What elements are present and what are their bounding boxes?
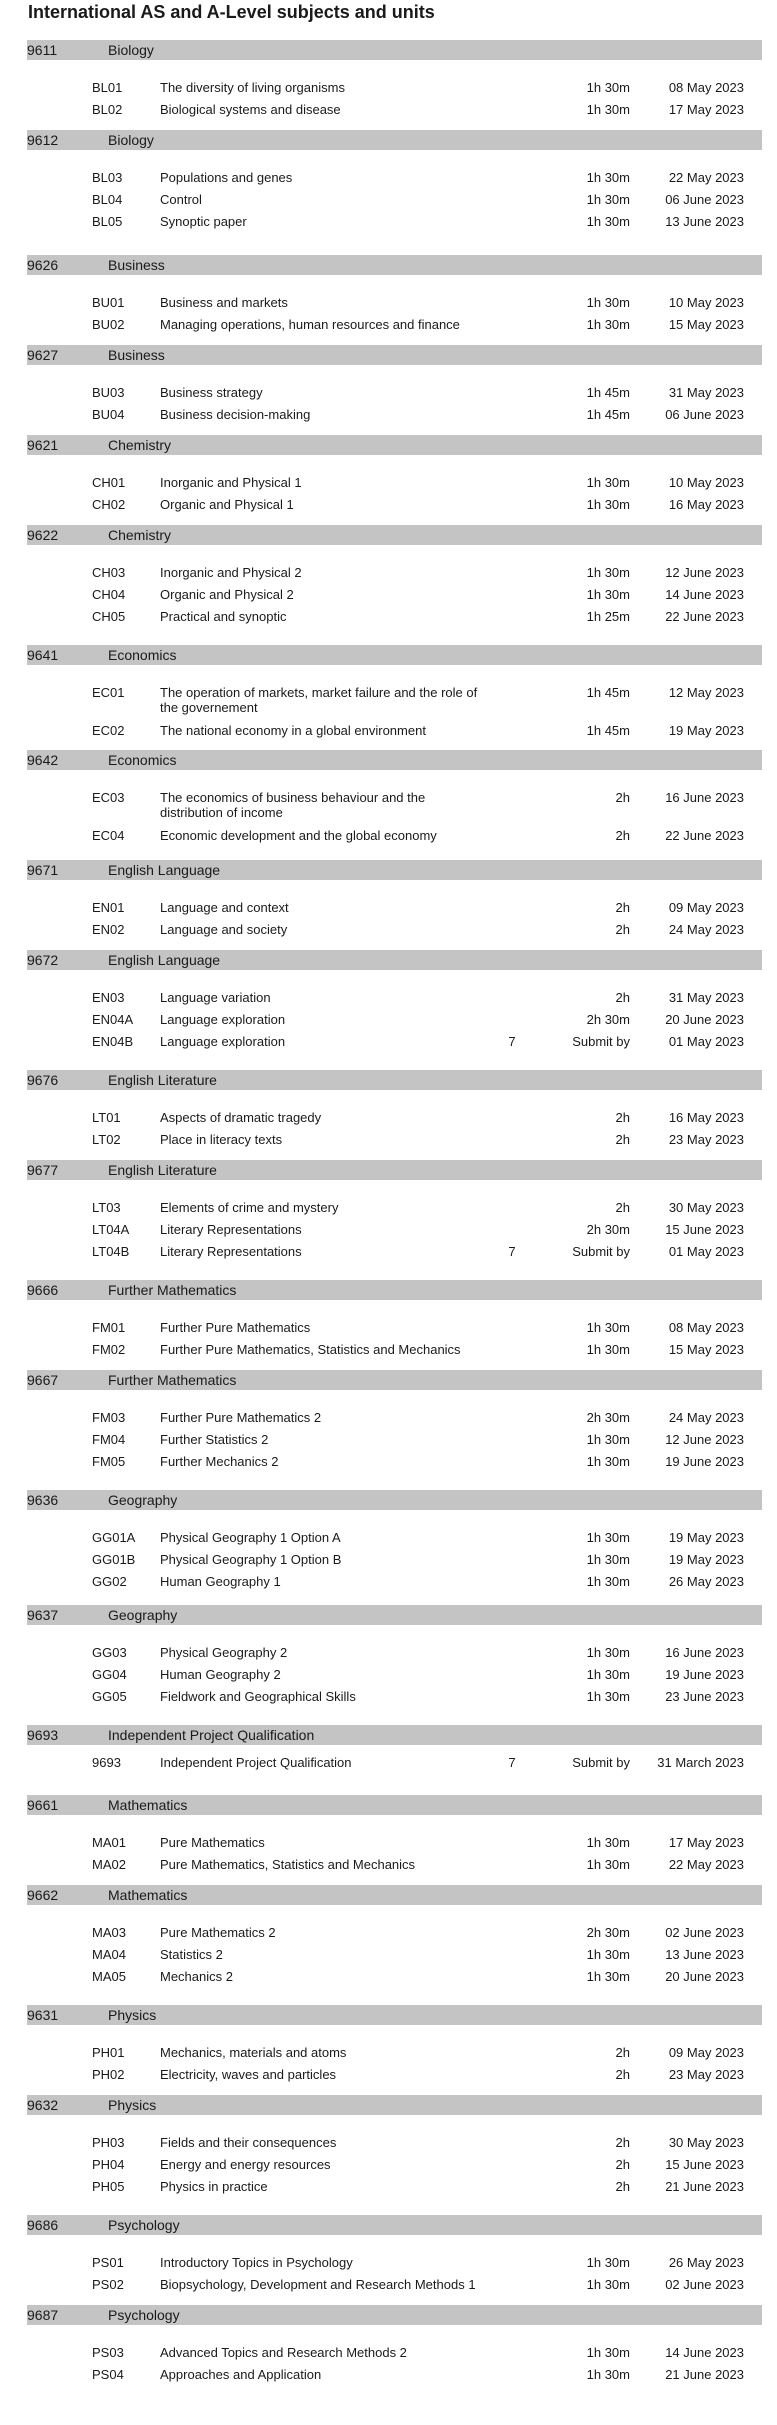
unit-duration: 1h 30m (586, 214, 630, 229)
unit-date: 20 June 2023 (665, 1969, 744, 1984)
unit-title: Literary Representations (160, 1244, 302, 1259)
unit-code: GG03 (92, 1645, 127, 1660)
unit-date: 06 June 2023 (665, 407, 744, 422)
subject-name: Chemistry (108, 437, 172, 453)
unit-date: 15 June 2023 (665, 1222, 744, 1237)
unit-code: FM02 (92, 1342, 126, 1357)
subject-code: 9611 (27, 42, 58, 58)
subject-name: Independent Project Qualification (108, 1727, 315, 1743)
unit-duration: 1h 30m (586, 2367, 630, 2382)
unit-duration: 2h (615, 2179, 630, 2194)
subject-code: 9621 (27, 437, 59, 453)
unit-code: PS04 (92, 2367, 124, 2382)
unit-code: LT04A (92, 1222, 130, 1237)
unit-duration: 1h 30m (586, 1667, 630, 1682)
unit-code: GG05 (92, 1689, 127, 1704)
unit-date: 31 May 2023 (668, 990, 744, 1005)
subject-header (27, 750, 762, 770)
subject-name: Geography (108, 1607, 178, 1623)
unit-date: 22 June 2023 (665, 609, 744, 624)
unit-date: 08 May 2023 (668, 80, 744, 95)
subject-header (27, 435, 762, 455)
unit-duration: Submit by (572, 1244, 630, 1259)
unit-code: MA01 (92, 1835, 126, 1850)
subject-code: 9667 (27, 1372, 59, 1388)
subject-header (27, 1725, 762, 1745)
unit-note: 7 (508, 1034, 516, 1049)
unit-date: 16 June 2023 (665, 790, 744, 805)
unit-title: Pure Mathematics, Statistics and Mechanics (160, 1857, 416, 1872)
subject-code: 9642 (27, 752, 59, 768)
unit-duration: 1h 30m (586, 1835, 630, 1850)
subject-header (27, 1370, 762, 1390)
unit-code: MA02 (92, 1857, 126, 1872)
unit-date: 16 May 2023 (668, 497, 744, 512)
unit-code: CH03 (92, 565, 126, 580)
unit-title: Synoptic paper (160, 214, 247, 229)
page-title: International AS and A-Level subjects and units (28, 2, 435, 22)
unit-date: 19 June 2023 (665, 1667, 744, 1682)
unit-duration: 2h (615, 790, 630, 805)
subject-header (27, 525, 762, 545)
unit-code: PH01 (92, 2045, 125, 2060)
unit-code: EN04A (92, 1012, 134, 1027)
unit-code: BL05 (92, 214, 123, 229)
unit-code: PS01 (92, 2255, 124, 2270)
unit-title: Populations and genes (160, 170, 293, 185)
unit-duration: Submit by (572, 1034, 630, 1049)
unit-title: Practical and synoptic (160, 609, 287, 624)
unit-date: 02 June 2023 (665, 2277, 744, 2292)
subject-header (27, 1795, 762, 1815)
unit-code: GG02 (92, 1574, 127, 1589)
subject-header (27, 1885, 762, 1905)
unit-date: 15 June 2023 (665, 2157, 744, 2172)
unit-date: 16 June 2023 (665, 1645, 744, 1660)
subject-header (27, 255, 762, 275)
subject-code: 9676 (27, 1072, 59, 1088)
unit-code: LT04B (92, 1244, 130, 1259)
unit-code: GG04 (92, 1667, 127, 1682)
subject-name: Biology (108, 132, 154, 148)
unit-code: GG01B (92, 1552, 136, 1567)
subject-code: 9687 (27, 2307, 59, 2323)
unit-code: EN01 (92, 900, 125, 915)
unit-duration: 1h 30m (586, 1320, 630, 1335)
unit-duration: 1h 30m (586, 1645, 630, 1660)
subject-code: 9693 (27, 1727, 59, 1743)
unit-duration: 2h 30m (586, 1925, 630, 1940)
unit-code: BU01 (92, 295, 125, 310)
subject-code: 9626 (27, 257, 59, 273)
unit-duration: 1h 30m (586, 1454, 630, 1469)
unit-date: 02 June 2023 (665, 1925, 744, 1940)
unit-duration: 2h (615, 2135, 630, 2150)
unit-code: BL02 (92, 102, 123, 117)
unit-code: PH02 (92, 2067, 125, 2082)
unit-date: 12 May 2023 (668, 685, 744, 700)
unit-date: 15 May 2023 (668, 317, 744, 332)
unit-title: Language exploration (160, 1012, 286, 1027)
unit-date: 10 May 2023 (668, 295, 744, 310)
unit-date: 17 May 2023 (668, 102, 744, 117)
unit-code: PH05 (92, 2179, 125, 2194)
subject-header (27, 1605, 762, 1625)
subject-name: Physics (108, 2097, 157, 2113)
unit-title: Inorganic and Physical 2 (160, 565, 302, 580)
subject-code: 9622 (27, 527, 59, 543)
unit-code: EN02 (92, 922, 125, 937)
unit-code: LT03 (92, 1200, 121, 1215)
unit-date: 26 May 2023 (668, 2255, 744, 2270)
unit-title: Control (160, 192, 202, 207)
unit-code: FM05 (92, 1454, 126, 1469)
unit-title: Human Geography 2 (160, 1667, 281, 1682)
unit-title: Physics in practice (160, 2179, 268, 2194)
unit-date: 08 May 2023 (668, 1320, 744, 1335)
unit-title: Pure Mathematics (160, 1835, 265, 1850)
unit-duration: 1h 30m (586, 295, 630, 310)
unit-title: Further Statistics 2 (160, 1432, 269, 1447)
unit-title: Language exploration (160, 1034, 286, 1049)
subject-header (27, 2005, 762, 2025)
unit-date: 13 June 2023 (665, 214, 744, 229)
unit-code: PH03 (92, 2135, 125, 2150)
subject-name: Physics (108, 2007, 157, 2023)
subject-code: 9686 (27, 2217, 59, 2233)
unit-code: BU02 (92, 317, 125, 332)
unit-date: 01 May 2023 (668, 1034, 744, 1049)
subject-code: 9627 (27, 347, 59, 363)
unit-date: 17 May 2023 (668, 1835, 744, 1850)
unit-duration: 1h 45m (586, 385, 630, 400)
subject-code: 9612 (27, 132, 59, 148)
unit-date: 10 May 2023 (668, 475, 744, 490)
unit-code: FM01 (92, 1320, 126, 1335)
unit-title: Further Pure Mathematics 2 (160, 1410, 322, 1425)
unit-code: MA04 (92, 1947, 126, 1962)
unit-duration: 2h 30m (586, 1410, 630, 1425)
subject-code: 9632 (27, 2097, 59, 2113)
subject-name: Chemistry (108, 527, 172, 543)
unit-title: Managing operations, human resources and finance (160, 317, 460, 332)
unit-duration: 1h 30m (586, 102, 630, 117)
unit-duration: 1h 30m (586, 2345, 630, 2360)
subject-header (27, 645, 762, 665)
unit-duration: 1h 30m (586, 475, 630, 490)
unit-code: EN03 (92, 990, 125, 1005)
unit-date: 14 June 2023 (665, 2345, 744, 2360)
unit-date: 09 May 2023 (668, 2045, 744, 2060)
unit-duration: 1h 45m (586, 685, 630, 700)
unit-code: EC02 (92, 723, 125, 738)
unit-date: 19 May 2023 (668, 1530, 744, 1545)
unit-date: 19 June 2023 (665, 1454, 744, 1469)
unit-duration: 1h 30m (586, 497, 630, 512)
subject-code: 9666 (27, 1282, 59, 1298)
unit-date: 22 May 2023 (668, 170, 744, 185)
unit-date: 23 June 2023 (665, 1689, 744, 1704)
unit-date: 14 June 2023 (665, 587, 744, 602)
subject-name: Psychology (108, 2307, 180, 2323)
unit-code: CH02 (92, 497, 126, 512)
unit-duration: 1h 30m (586, 170, 630, 185)
subject-name: Economics (108, 647, 177, 663)
unit-title: Business strategy (160, 385, 263, 400)
unit-title: The operation of markets, market failure and the role of the governement (160, 685, 478, 715)
unit-code: EC01 (92, 685, 125, 700)
unit-duration: 1h 30m (586, 317, 630, 332)
unit-title: Physical Geography 2 (160, 1645, 288, 1660)
unit-code: FM04 (92, 1432, 126, 1447)
unit-code: CH01 (92, 475, 126, 490)
unit-date: 01 May 2023 (668, 1244, 744, 1259)
unit-title: Fields and their consequences (160, 2135, 337, 2150)
unit-code: BU03 (92, 385, 125, 400)
unit-duration: 2h (615, 1200, 630, 1215)
unit-duration: 1h 30m (586, 1552, 630, 1567)
unit-title: Organic and Physical 2 (160, 587, 294, 602)
unit-code: GG01A (92, 1530, 136, 1545)
subject-name: Business (108, 347, 165, 363)
unit-duration: 2h (615, 900, 630, 915)
unit-duration: 2h (615, 2157, 630, 2172)
unit-duration: Submit by (572, 1755, 630, 1770)
subject-header (27, 40, 762, 60)
unit-title: Physical Geography 1 Option A (160, 1530, 341, 1545)
unit-title: Mechanics, materials and atoms (160, 2045, 347, 2060)
unit-date: 15 May 2023 (668, 1342, 744, 1357)
unit-duration: 2h (615, 922, 630, 937)
unit-duration: 1h 30m (586, 2255, 630, 2270)
unit-code: PS03 (92, 2345, 124, 2360)
subject-code: 9671 (27, 862, 59, 878)
unit-code: PH04 (92, 2157, 125, 2172)
subject-name: Biology (108, 42, 154, 58)
subject-name: English Language (108, 862, 221, 878)
unit-title: Inorganic and Physical 1 (160, 475, 302, 490)
subject-header (27, 1490, 762, 1510)
unit-duration: 2h 30m (586, 1012, 630, 1027)
unit-date: 26 May 2023 (668, 1574, 744, 1589)
unit-title: Organic and Physical 1 (160, 497, 294, 512)
subject-code: 9637 (27, 1607, 59, 1623)
unit-code: BU04 (92, 407, 125, 422)
unit-date: 19 May 2023 (668, 723, 744, 738)
unit-title: Further Mechanics 2 (160, 1454, 279, 1469)
subject-header (27, 2095, 762, 2115)
unit-date: 21 June 2023 (665, 2179, 744, 2194)
unit-duration: 2h (615, 1110, 630, 1125)
subject-name: Mathematics (108, 1887, 188, 1903)
unit-title: Energy and energy resources (160, 2157, 331, 2172)
unit-title: Aspects of dramatic tragedy (160, 1110, 322, 1125)
unit-duration: 1h 25m (586, 609, 630, 624)
unit-date: 22 May 2023 (668, 1857, 744, 1872)
subject-code: 9631 (27, 2007, 59, 2023)
unit-date: 31 May 2023 (668, 385, 744, 400)
subject-header (27, 130, 762, 150)
unit-title: Language and society (160, 922, 288, 937)
unit-note: 7 (508, 1755, 516, 1770)
unit-date: 30 May 2023 (668, 1200, 744, 1215)
subject-header (27, 950, 762, 970)
unit-duration: 1h 30m (586, 2277, 630, 2292)
unit-duration: 2h (615, 2067, 630, 2082)
unit-date: 13 June 2023 (665, 1947, 744, 1962)
unit-title: The economics of business behaviour and the distribution of income (160, 790, 426, 820)
unit-duration: 1h 30m (586, 587, 630, 602)
subject-name: Business (108, 257, 165, 273)
subject-code: 9636 (27, 1492, 59, 1508)
unit-title: Business decision-making (160, 407, 311, 422)
unit-title: Electricity, waves and particles (160, 2067, 337, 2082)
unit-code: BL04 (92, 192, 123, 207)
unit-code: CH05 (92, 609, 126, 624)
unit-title: Further Pure Mathematics, Statistics and Mechanics (160, 1342, 461, 1357)
unit-duration: 1h 30m (586, 1432, 630, 1447)
unit-date: 19 May 2023 (668, 1552, 744, 1567)
unit-code: CH04 (92, 587, 126, 602)
unit-title: Biological systems and disease (160, 102, 341, 117)
unit-date: 23 May 2023 (668, 1132, 744, 1147)
subject-header (27, 345, 762, 365)
unit-note: 7 (508, 1244, 516, 1259)
unit-duration: 1h 30m (586, 1574, 630, 1589)
unit-title: Biopsychology, Development and Research Methods 1 (160, 2277, 476, 2292)
unit-duration: 1h 30m (586, 1530, 630, 1545)
subject-name: Geography (108, 1492, 178, 1508)
unit-title: Fieldwork and Geographical Skills (160, 1689, 356, 1704)
subject-name: Further Mathematics (108, 1282, 237, 1298)
unit-duration: 1h 30m (586, 1969, 630, 1984)
unit-title: Physical Geography 1 Option B (160, 1552, 342, 1567)
unit-duration: 1h 30m (586, 80, 630, 95)
unit-date: 30 May 2023 (668, 2135, 744, 2150)
subject-code: 9662 (27, 1887, 59, 1903)
unit-duration: 1h 30m (586, 1857, 630, 1872)
subject-header (27, 860, 762, 880)
subject-header (27, 1070, 762, 1090)
unit-code: PS02 (92, 2277, 124, 2292)
unit-title: The diversity of living organisms (160, 80, 345, 95)
unit-duration: 2h (615, 1132, 630, 1147)
subject-header (27, 1160, 762, 1180)
unit-title: Independent Project Qualification (160, 1755, 352, 1770)
unit-title: Human Geography 1 (160, 1574, 281, 1589)
unit-duration: 2h (615, 2045, 630, 2060)
unit-code: MA03 (92, 1925, 126, 1940)
unit-date: 06 June 2023 (665, 192, 744, 207)
unit-code: MA05 (92, 1969, 126, 1984)
subject-code: 9677 (27, 1162, 59, 1178)
unit-code: FM03 (92, 1410, 126, 1425)
unit-title: Pure Mathematics 2 (160, 1925, 276, 1940)
unit-date: 24 May 2023 (668, 922, 744, 937)
subject-name: Mathematics (108, 1797, 188, 1813)
unit-title: Approaches and Application (160, 2367, 322, 2382)
unit-date: 12 June 2023 (665, 1432, 744, 1447)
unit-date: 22 June 2023 (665, 828, 744, 843)
unit-title: Economic development and the global economy (160, 828, 437, 843)
subject-code: 9672 (27, 952, 59, 968)
unit-duration: 1h 30m (586, 1689, 630, 1704)
unit-date: 16 May 2023 (668, 1110, 744, 1125)
unit-title: Mechanics 2 (160, 1969, 233, 1984)
subject-code: 9661 (27, 1797, 59, 1813)
subject-name: Psychology (108, 2217, 180, 2233)
subject-name: English Literature (108, 1072, 217, 1088)
unit-title: Advanced Topics and Research Methods 2 (160, 2345, 407, 2360)
unit-code: EC03 (92, 790, 125, 805)
unit-duration: 2h (615, 828, 630, 843)
unit-duration: 2h 30m (586, 1222, 630, 1237)
unit-duration: 1h 45m (586, 407, 630, 422)
unit-title: Further Pure Mathematics (160, 1320, 311, 1335)
subject-code: 9641 (27, 647, 59, 663)
unit-date: 21 June 2023 (665, 2367, 744, 2382)
unit-title: Elements of crime and mystery (160, 1200, 339, 1215)
unit-duration: 1h 30m (586, 1342, 630, 1357)
subject-name: English Language (108, 952, 221, 968)
unit-code: LT01 (92, 1110, 121, 1125)
unit-duration: 1h 30m (586, 192, 630, 207)
unit-duration: 1h 30m (586, 565, 630, 580)
unit-date: 24 May 2023 (668, 1410, 744, 1425)
subject-name: English Literature (108, 1162, 217, 1178)
subject-name: Economics (108, 752, 177, 768)
subject-header (27, 1280, 762, 1300)
unit-title: Business and markets (160, 295, 288, 310)
unit-code: BL03 (92, 170, 123, 185)
unit-date: 23 May 2023 (668, 2067, 744, 2082)
unit-date: 12 June 2023 (665, 565, 744, 580)
unit-code: EC04 (92, 828, 125, 843)
unit-title: Language variation (160, 990, 271, 1005)
unit-duration: 1h 45m (586, 723, 630, 738)
subject-header (27, 2305, 762, 2325)
unit-date: 09 May 2023 (668, 900, 744, 915)
unit-title: Statistics 2 (160, 1947, 223, 1962)
unit-code: BL01 (92, 80, 123, 95)
unit-title: The national economy in a global environment (160, 723, 426, 738)
unit-code: EN04B (92, 1034, 134, 1049)
unit-date: 20 June 2023 (665, 1012, 744, 1027)
subject-header (27, 2215, 762, 2235)
unit-title: Introductory Topics in Psychology (160, 2255, 353, 2270)
unit-title: Language and context (160, 900, 289, 915)
unit-title: Literary Representations (160, 1222, 302, 1237)
unit-duration: 1h 30m (586, 1947, 630, 1962)
unit-duration: 2h (615, 990, 630, 1005)
unit-date: 31 March 2023 (657, 1755, 744, 1770)
unit-title: Place in literacy texts (160, 1132, 283, 1147)
unit-code: 9693 (92, 1755, 121, 1770)
unit-code: LT02 (92, 1132, 121, 1147)
subject-name: Further Mathematics (108, 1372, 237, 1388)
